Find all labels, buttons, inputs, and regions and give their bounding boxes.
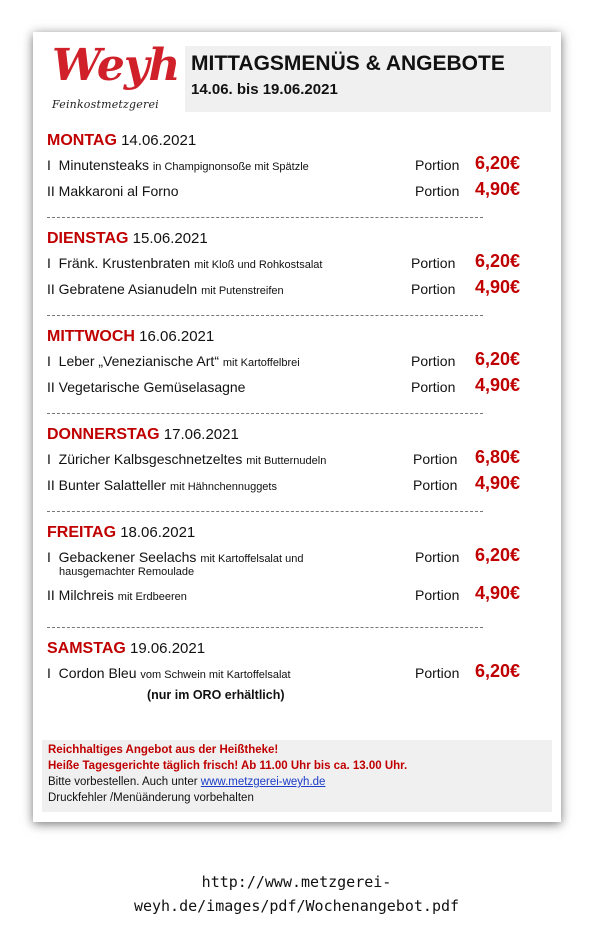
menu-item xyxy=(47,178,537,204)
day-date: 14.06.2021 xyxy=(121,132,197,149)
item-number: II xyxy=(47,379,55,395)
dashed-divider xyxy=(47,413,483,414)
dashed-divider xyxy=(47,315,483,316)
dashed-divider xyxy=(47,627,483,628)
portion-label: Portion xyxy=(411,379,456,395)
menu-item xyxy=(47,374,537,400)
dish-side: mit Hähnchennuggets xyxy=(169,481,277,493)
item-number: I xyxy=(47,157,51,173)
day-friday xyxy=(47,524,537,608)
price: 4,90€ xyxy=(475,473,521,493)
menu-item xyxy=(47,472,537,498)
menu-item xyxy=(47,276,537,302)
day-heading xyxy=(47,230,537,250)
footer-line-preorder xyxy=(42,774,552,790)
website-link[interactable]: www.metzgerei-weyh.de xyxy=(200,776,326,788)
footer-info-box xyxy=(42,740,552,812)
dish-side: mit Putenstreifen xyxy=(201,285,284,297)
item-number: I xyxy=(47,665,51,681)
day-date: 19.06.2021 xyxy=(129,640,206,657)
day-name: MONTAG xyxy=(47,132,117,149)
title-box xyxy=(185,46,551,112)
price: 6,20€ xyxy=(475,545,521,565)
day-heading xyxy=(47,524,537,544)
item-number: II xyxy=(47,587,55,603)
menu-item xyxy=(47,446,537,472)
menu-item xyxy=(47,250,537,276)
day-wednesday xyxy=(47,328,537,400)
weyh-logo xyxy=(50,40,180,112)
portion-label: Portion xyxy=(411,353,456,369)
caption-line: weyh.de/images/pdf/Wochenangebot.pdf xyxy=(133,897,460,915)
logo-subtitle: Feinkostmetzgerei xyxy=(52,98,159,111)
day-tuesday xyxy=(47,230,537,302)
day-name: MITTWOCH xyxy=(47,328,135,345)
dish-name: Bunter Salatteller xyxy=(58,477,167,493)
menu-item xyxy=(47,348,537,374)
price: 4,90€ xyxy=(475,277,521,297)
item-number: I xyxy=(47,451,51,467)
item-number: I xyxy=(47,549,51,565)
portion-label: Portion xyxy=(411,255,456,271)
item-number: I xyxy=(47,255,51,271)
dashed-divider xyxy=(47,511,483,512)
day-heading xyxy=(47,132,537,152)
dish-name: Minutensteaks xyxy=(58,157,149,173)
dish-side: mit Butternudeln xyxy=(246,455,327,467)
dish-name: Vegetarische Gemüselasagne xyxy=(58,379,246,395)
caption-line: http://www.metzgerei- xyxy=(201,873,392,891)
dish-name: Gebratene Asianudeln xyxy=(58,281,198,297)
dish-side-continued: hausgemachter Remoulade xyxy=(59,566,195,578)
day-monday xyxy=(47,132,537,204)
menu-item xyxy=(47,544,537,564)
dish-name: Züricher Kalbsgeschnetzeltes xyxy=(58,451,243,467)
date-range: 14.06. bis 19.06.2021 xyxy=(191,81,338,98)
day-heading xyxy=(47,426,537,446)
price: 6,20€ xyxy=(475,251,521,271)
menu-item xyxy=(47,660,537,686)
day-name: DIENSTAG xyxy=(47,230,129,247)
price: 4,90€ xyxy=(475,375,521,395)
item-number: II xyxy=(47,281,55,297)
portion-label: Portion xyxy=(411,281,456,297)
price: 4,90€ xyxy=(475,179,521,199)
day-heading xyxy=(47,640,537,660)
footer-line-hot-counter: Reichhaltiges Angebot aus der Heißtheke! xyxy=(48,744,279,756)
page-title: MITTAGSMENÜS & ANGEBOTE xyxy=(191,52,505,75)
dish-side: vom Schwein mit Kartoffelsalat xyxy=(140,669,291,681)
dish-name: Makkaroni al Forno xyxy=(58,183,179,199)
day-name: DONNERSTAG xyxy=(47,426,160,443)
dish-name: Cordon Bleu xyxy=(58,665,137,681)
price: 6,20€ xyxy=(475,349,521,369)
dish-name: Gebackener Seelachs xyxy=(58,549,197,565)
portion-label: Portion xyxy=(413,477,458,493)
dish-side: mit Kloß und Rohkostsalat xyxy=(194,259,323,271)
price: 6,20€ xyxy=(475,661,521,681)
dish-side: mit Erdbeeren xyxy=(117,591,187,603)
footer-line-daily-dishes: Heiße Tagesgerichte täglich frisch! Ab 11.00 Uhr bis ca. 13.00 Uhr. xyxy=(48,760,408,772)
price: 6,20€ xyxy=(475,153,521,173)
logo-wordmark: Weyh xyxy=(52,40,180,91)
portion-label: Portion xyxy=(415,157,460,173)
source-url-caption xyxy=(0,870,593,918)
day-name: SAMSTAG xyxy=(47,640,126,657)
item-number: II xyxy=(47,477,55,493)
portion-label: Portion xyxy=(413,451,458,467)
item-number: I xyxy=(47,353,51,369)
day-date: 15.06.2021 xyxy=(132,230,208,247)
price: 6,80€ xyxy=(475,447,521,467)
dashed-divider xyxy=(47,217,483,218)
item-number: II xyxy=(47,183,55,199)
day-heading xyxy=(47,328,537,348)
footer-line-disclaimer: Druckfehler /Menüänderung vorbehalten xyxy=(48,792,254,804)
dish-side: mit Kartoffelbrei xyxy=(222,357,300,369)
menu-item xyxy=(47,582,537,608)
day-thursday xyxy=(47,426,537,498)
preorder-text: Bitte vorbestellen. Auch unter xyxy=(48,776,201,788)
menu-item xyxy=(47,152,537,178)
price: 4,90€ xyxy=(475,583,521,603)
day-date: 17.06.2021 xyxy=(163,426,239,443)
dish-name: Leber „Venezianische Art“ xyxy=(58,353,219,369)
day-saturday xyxy=(47,640,537,702)
portion-label: Portion xyxy=(415,665,460,681)
portion-label: Portion xyxy=(415,587,460,603)
day-name: FREITAG xyxy=(47,524,117,541)
portion-label: Portion xyxy=(415,549,460,565)
dish-name: Fränk. Krustenbraten xyxy=(58,255,191,271)
dish-name: Milchreis xyxy=(58,587,114,603)
dish-side: mit Kartoffelsalat und xyxy=(200,553,304,565)
availability-note: (nur im ORO erhältlich) xyxy=(147,688,285,702)
day-date: 18.06.2021 xyxy=(120,524,196,541)
dish-side: in Champignonsoße mit Spätzle xyxy=(152,161,309,173)
portion-label: Portion xyxy=(415,183,460,199)
menu-sheet xyxy=(33,32,561,822)
day-date: 16.06.2021 xyxy=(139,328,215,345)
